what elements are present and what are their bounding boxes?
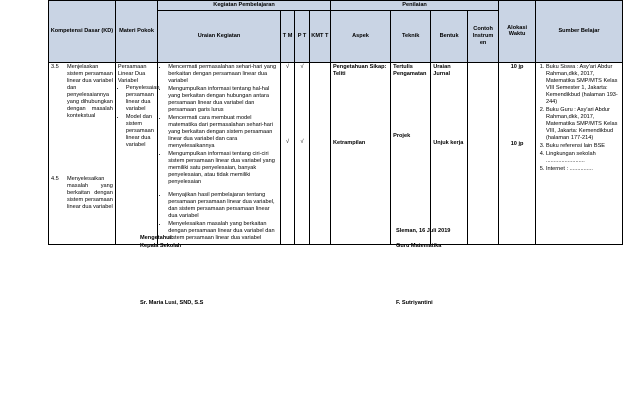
- uraian-list: [160, 192, 278, 242]
- aspek-cell: [330, 62, 390, 244]
- aspek-value: Ketrampilan: [332, 139, 366, 146]
- uraian-list: [160, 64, 278, 186]
- header-kmt: KMT T: [309, 10, 330, 62]
- check-mark: √: [286, 138, 290, 145]
- head-name: Sr. Maria Lusi, SND, S.S: [140, 300, 204, 306]
- header-kegiatan: Kegiatan Pembelajaran: [158, 1, 331, 11]
- teknik-value: Tertulis Pengamatan: [393, 63, 427, 77]
- header-sumber: Sumber Belajar: [535, 1, 622, 63]
- header-pt: P T: [295, 10, 309, 62]
- alokasi-cell: [499, 62, 536, 244]
- kd-item: [51, 176, 113, 211]
- sumber-cell: [535, 62, 622, 244]
- header-alokasi: Alokasi Waktu: [499, 1, 536, 63]
- kd-item: [51, 64, 113, 120]
- table-row: [49, 62, 623, 244]
- teacher-title: Guru Matematika: [396, 243, 442, 249]
- list-item: • Menyelesaikan masalah yang berkaitan dengan persamaan linear dua variabel dan sistem persamaan linear dua variabel: [168, 221, 278, 242]
- uraian-cell: [158, 62, 281, 244]
- kd-text: Menjelaskan sistem persamaan linear dua variabel dan penyelesaiannya yang dihubungkan dengan masalah kontekstual: [67, 63, 113, 119]
- list-item: • Menyajikan hasil pembelajaran tentang persamaan persamaan linear dua variabel, dan sistem persamaan persamaan linear dua variabel: [168, 192, 278, 220]
- header-aspek: Aspek: [330, 10, 390, 62]
- list-item: 4. Lingkungan sekolah .........................: [546, 151, 620, 165]
- header-kd: Kompetensi Dasar (KD): [49, 1, 116, 63]
- list-item: • Model dan sistem persamaan linear dua variabel: [126, 114, 155, 149]
- alokasi-value: 10 jp: [510, 140, 524, 147]
- bentuk-cell: [431, 62, 468, 244]
- check-mark: √: [300, 138, 304, 145]
- materi-cell: [115, 62, 160, 244]
- list-item: • Mengumpulkan informasi tentang ciri-ciri sistem persamaan linear dua variabel yang memiliki satu penyelesaian, banyak penyelesaian, atau tidak memiliki penyelesaian: [168, 151, 278, 186]
- materi-list: [118, 84, 160, 149]
- check-mark: √: [300, 63, 304, 70]
- known-label: Mengetahui:: [140, 235, 173, 241]
- list-item: • Penyelesaian persamaan linear dua variabel: [126, 85, 155, 113]
- kd-text: Menyelesaikan masalah yang berkaitan dengan sistem persamaan linear dua variabel: [67, 175, 113, 210]
- head-title: Kepala Sekolah: [140, 243, 182, 249]
- header-contoh: Contoh Instrum en: [467, 10, 498, 62]
- list-item: • Mengumpulkan informasi tentang hal-hal yang berkaitan dengan hubungan antara persamaan linear dua variabel dan persamaan garis lurus: [168, 86, 278, 114]
- list-item: 5. Internet : ...............: [546, 166, 620, 173]
- kd-number: 4.5: [51, 175, 59, 182]
- materi-title: Persamaan Linear Dua Variabel: [117, 63, 147, 84]
- header-penilaian: Penilaian: [330, 1, 498, 11]
- header-teknik: Teknik: [391, 10, 431, 62]
- syllabus-table: [48, 0, 623, 245]
- teacher-name: F. Sutriyantini: [396, 300, 433, 306]
- header-tm: T M: [280, 10, 294, 62]
- teknik-cell: [391, 62, 431, 244]
- list-item: • Mencermati permasalahan sehari-hari yang berkaitan dengan persamaan linear dua variabel: [168, 64, 278, 85]
- alokasi-value: 10 jp: [510, 63, 524, 70]
- aspek-value: Pengetahuan Sikap: Teliti: [332, 63, 387, 77]
- header-bentuk: Bentuk: [431, 10, 468, 62]
- check-mark: √: [286, 63, 290, 70]
- pt-cell: [295, 62, 309, 244]
- kmt-cell: [309, 62, 330, 244]
- list-item: • Mencermati cara membuat model matematika dari permasalahan sehari-hari yang berkaitan dengan sistem persamaan linear dua variabel dan cara menyelesaikannya: [168, 115, 278, 150]
- header-uraian: Uraian Kegiatan: [158, 10, 281, 62]
- list-item: 1. Buku Siswa : Asy'ari Abdur Rahman,dkk, 2017, Matematika SMP/MTS Kelas VIII Semester 1, Jakarta: Kemendikbud (halaman 193-244): [546, 64, 620, 106]
- tm-cell: [280, 62, 294, 244]
- place-date: Sleman, 16 Juli 2019: [396, 228, 451, 234]
- syllabus-sheet: [48, 0, 623, 245]
- list-item: 3. Buku referensi lain BSE: [546, 143, 620, 150]
- header-materi: Materi Pokok: [115, 1, 157, 63]
- bentuk-value: Uraian Jurnal: [433, 63, 451, 77]
- list-item: 2. Buku Guru : Asy'ari Abdur Rahman,dkk, 2017, Matematika SMP/MTS Kelas VIII, Jakarta: Kemendikbud (halaman 177-214): [546, 107, 620, 142]
- contoh-cell: [467, 62, 498, 244]
- sumber-list: [538, 64, 620, 173]
- bentuk-value: Unjuk kerja: [433, 139, 464, 146]
- kd-cell: [49, 62, 116, 244]
- kd-number: 3.5: [51, 63, 59, 70]
- teknik-value: Projek: [393, 132, 411, 139]
